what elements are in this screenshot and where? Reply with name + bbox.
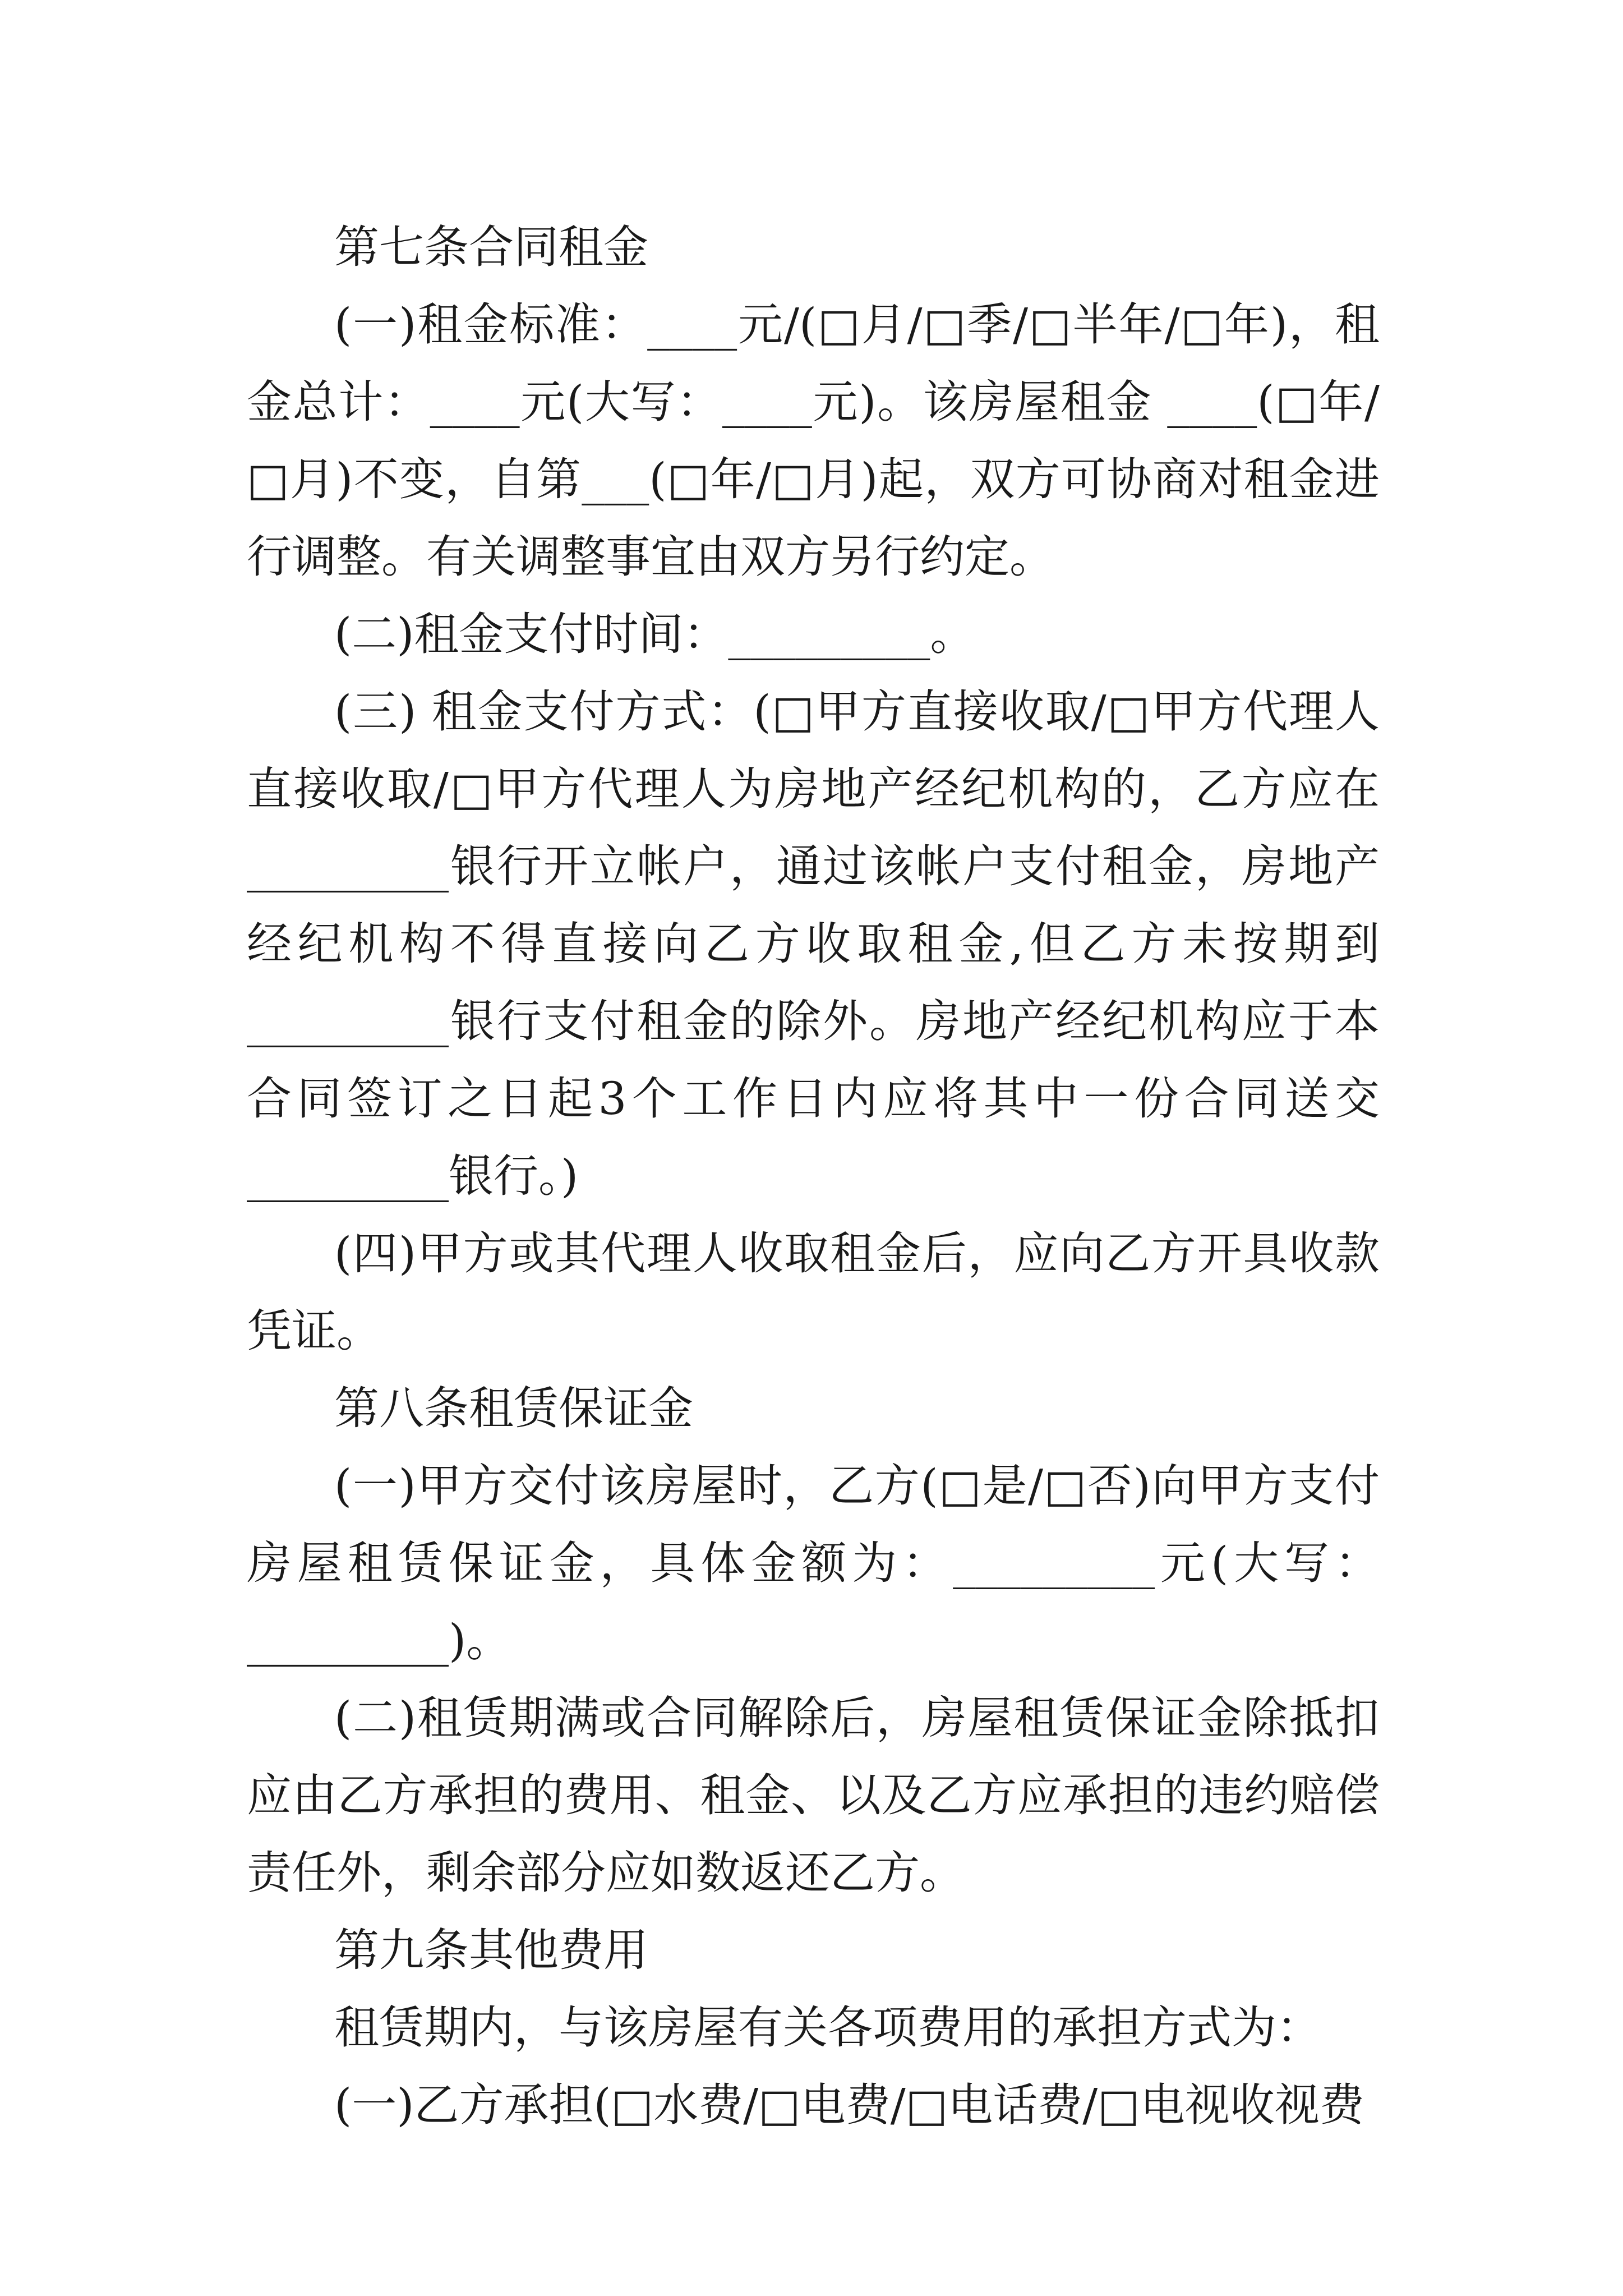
article-9-intro: 租赁期内，与该房屋有关各项费用的承担方式为： <box>334 2001 1321 2054</box>
article-9-heading: 第九条其他费用 <box>334 1924 648 1976</box>
contract-body <box>247 209 1380 2144</box>
article-7-clause-3: (三) 租金支付方式：(□甲方直接收取/□甲方代理人直接收取/□甲方代理人为房地产经纪机构的，乙方应在_________银行开立帐户，通过该帐户支付租金，房地产经纪机构不得直接向乙方收取租金,但乙方未按期到_________银行支付租金的除外。房地产经纪机构应于本合同签订之日起3个工作日内应将其中一份合同送交_________银行。) <box>247 685 1380 1202</box>
article-8-heading: 第八条租赁保证金 <box>334 1382 693 1434</box>
article-8-clause-2: (二)租赁期满或合同解除后，房屋租赁保证金除抵扣应由乙方承担的费用、租金、以及乙方应承担的违约赔偿责任外，剩余部分应如数返还乙方。 <box>247 1692 1380 1899</box>
article-7-clause-1: (一)租金标准：____元/(□月/□季/□半年/□年)，租金总计：____元(大写：____元)。该房屋租金 ____(□年/□月)不变，自第___(□年/□月)起，双方可协商对租金进行调整。有关调整事宜由双方另行约定。 <box>247 298 1380 583</box>
article-9-clause-1: (一)乙方承担(□水费/□电费/□电话费/□电视收视费 <box>334 2079 1364 2131</box>
article-8-clause-1: (一)甲方交付该房屋时，乙方(□是/□否)向甲方支付房屋租赁保证金，具体金额为：_________元(大写：_________)。 <box>247 1460 1380 1667</box>
article-7-clause-4: (四)甲方或其代理人收取租金后，应向乙方开具收款凭证。 <box>247 1227 1380 1357</box>
article-7-heading: 第七条合同租金 <box>334 221 648 273</box>
article-7-clause-2: (二)租金支付时间：_________。 <box>334 608 975 660</box>
